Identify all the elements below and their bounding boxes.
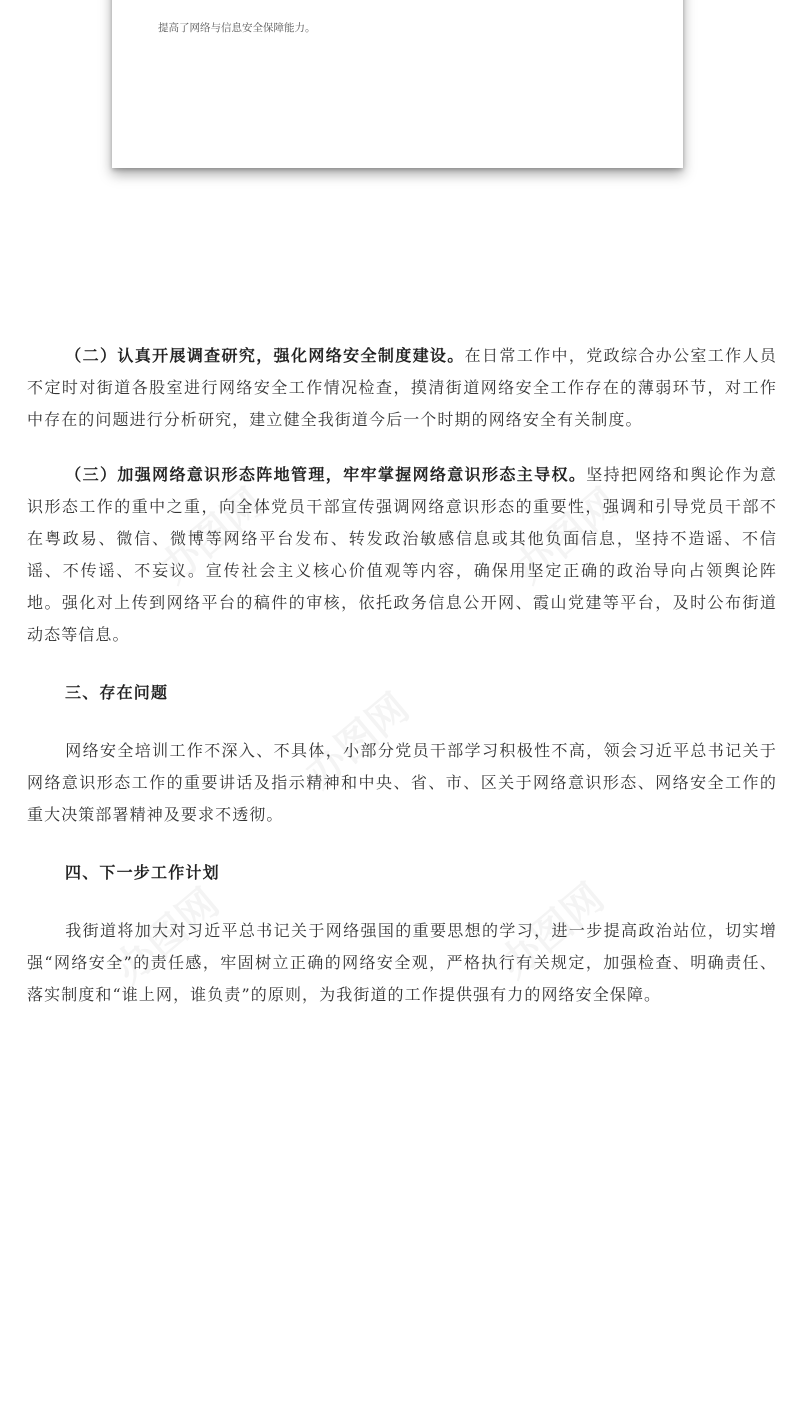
- heading-next-plan: 四、下一步工作计划: [65, 863, 220, 882]
- problems-text: 网络安全培训工作不深入、不具体，小部分党员干部学习积极性不高，领会习近平总书记关于网络意识形态工作的重要讲话及指示精神和中央、省、市、区关于网络意识形态、网络安全工作的重大决策部署精神及要求不透彻。: [27, 741, 777, 824]
- section-3-title: （三）加强网络意识形态阵地管理，牢牢掌握网络意识形态主导权。: [65, 465, 587, 484]
- heading-problems: 三、存在问题: [65, 683, 169, 702]
- preview-last-line: 提高了网络与信息安全保障能力。: [158, 22, 316, 34]
- section-3-text: 坚持把网络和舆论作为意识形态工作的重中之重，向全体党员干部宣传强调网络意识形态的重要性，强调和引导党员干部不在粤政易、微信、微博等网络平台发布、转发政治敏感信息或其他负面信息，坚持不造谣、不信谣、不传谣、不妄议。宣传社会主义核心价值观等内容，确保用坚定正确的政治导向占领舆论阵地。强化对上传到网络平台的稿件的审核，依托政务信息公开网、霞山党建等平台，及时公布街道动态等信息。: [27, 465, 777, 644]
- preview-partial-line: [158, 0, 638, 2]
- section-2-title: （二）认真开展调查研究，强化网络安全制度建设。: [65, 346, 465, 365]
- section-2-paragraph: [27, 340, 777, 436]
- plan-text: 我街道将加大对习近平总书记关于网络强国的重要思想的学习，进一步提高政治站位，切实增强“网络安全”的责任感，牢固树立正确的网络安全观，严格执行有关规定，加强检查、明确责任、落实制度和“谁上网，谁负责”的原则，为我街道的工作提供强有力的网络安全保障。: [27, 921, 777, 1004]
- section-2-text: 在日常工作中，党政综合办公室工作人员不定时对街道各股室进行网络安全工作情况检查，摸清街道网络安全工作存在的薄弱环节，对工作中存在的问题进行分析研究，建立健全我街道今后一个时期的网络安全有关制度。: [27, 346, 777, 429]
- document-body: [27, 340, 777, 1011]
- page-preview-card: [112, 0, 683, 168]
- section-3-paragraph: [27, 459, 777, 651]
- problems-paragraph: [27, 735, 777, 831]
- plan-paragraph: [27, 915, 777, 1011]
